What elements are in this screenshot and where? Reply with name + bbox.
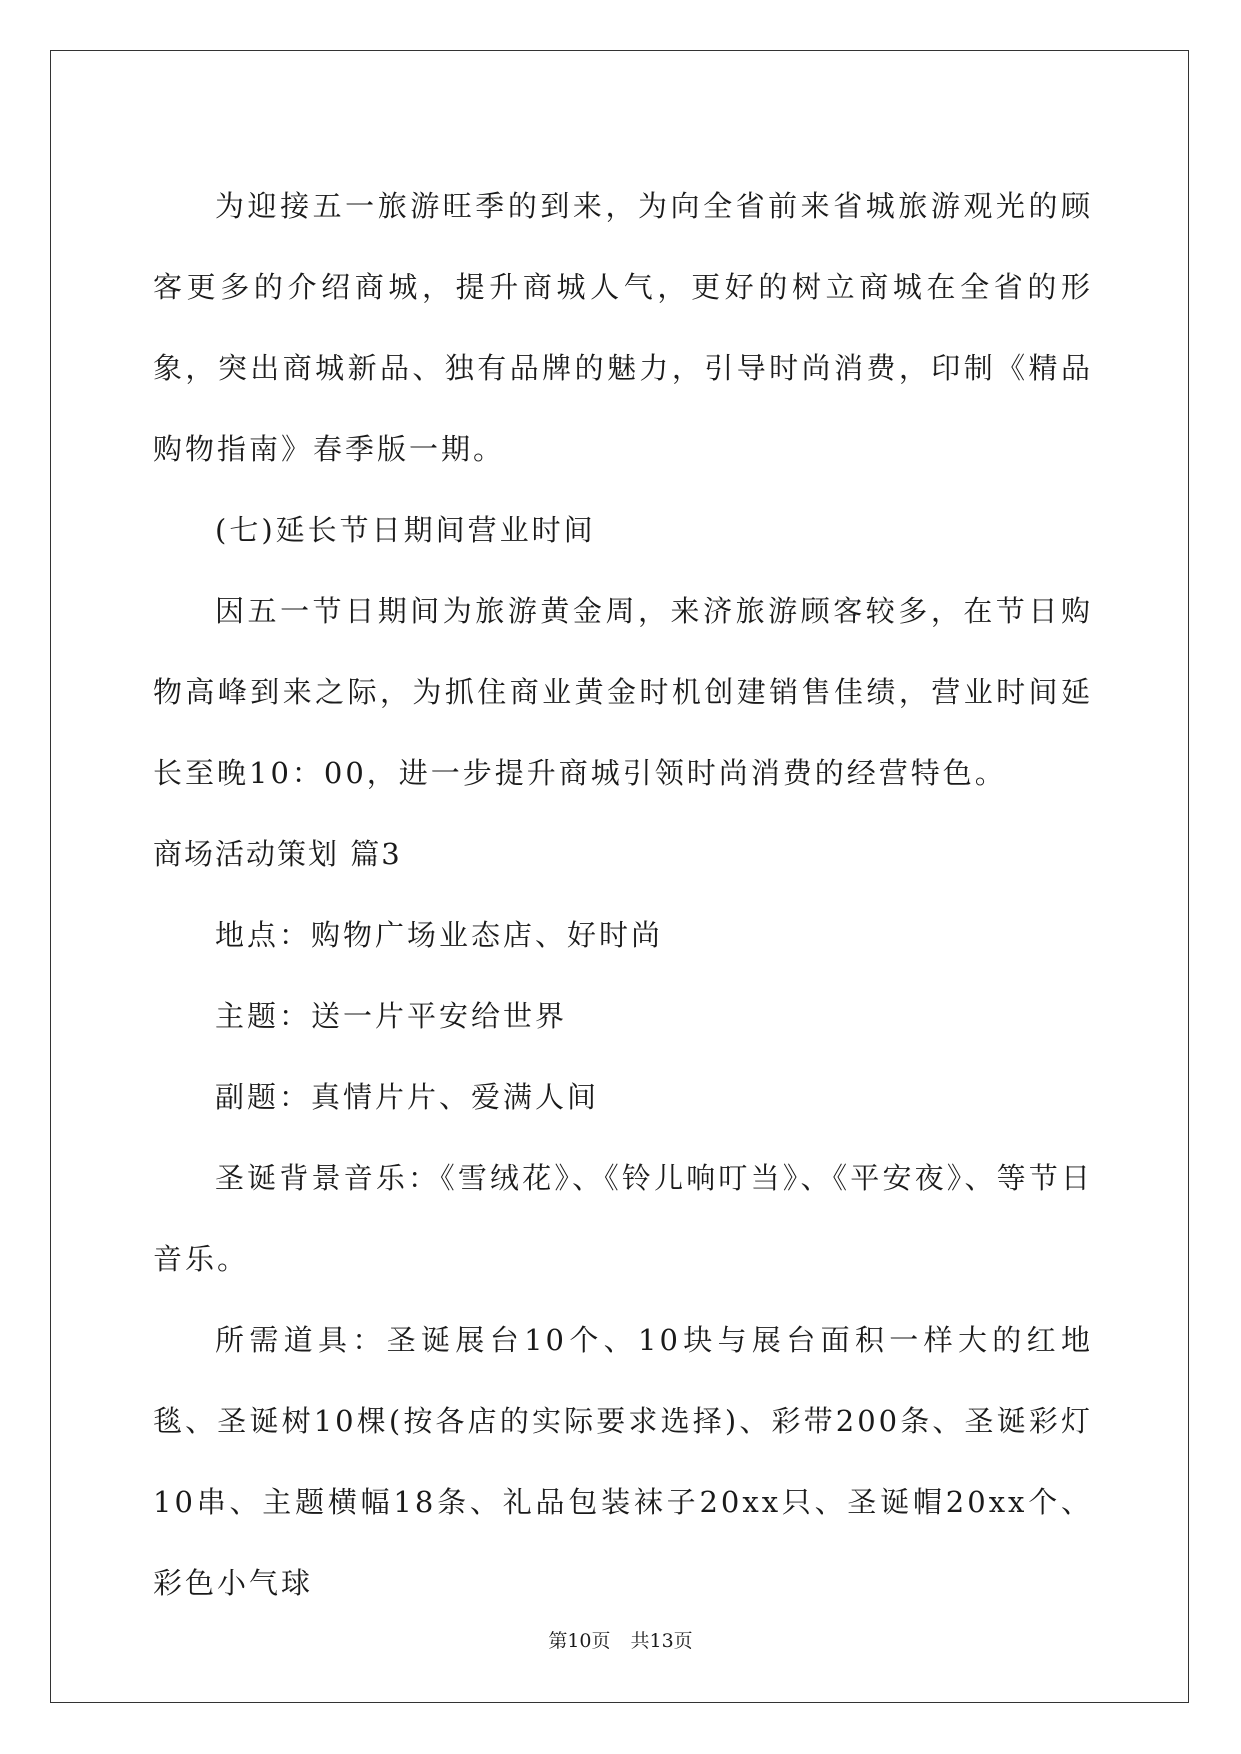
paragraph-extend-hours: 因五一节日期间为旅游黄金周，来济旅游顾客较多，在节日购物高峰到来之际，为抓住商业黄金时机创建销售佳绩，营业时间延长至晚10：00，进一步提升商城引领时尚消费的经营特色。 <box>153 594 1093 790</box>
paragraph-guide-intro: 为迎接五一旅游旺季的到来，为向全省前来省城旅游观光的顾客更多的介绍商城，提升商城人气，更好的树立商城在全省的形象，突出商城新品、独有品牌的魅力，引导时尚消费，印制《精品购物指南》春季版一期。 <box>153 189 1093 466</box>
section-heading-plan-3: 商场活动策划 篇3 <box>153 837 402 871</box>
paragraph-subtitle: 副题：真情片片、爱满人间 <box>215 1080 600 1114</box>
paragraph-props: 所需道具：圣诞展台10个、10块与展台面积一样大的红地毯、圣诞树10棵(按各店的实际要求选择)、彩带200条、圣诞彩灯10串、主题横幅18条、礼品包装袜子20xx只、圣诞帽20xx个、彩色小气球 <box>153 1323 1093 1600</box>
paragraph-theme: 主题：送一片平安给世界 <box>215 999 568 1033</box>
document-body <box>153 166 1093 1624</box>
page-footer <box>0 1629 1241 1653</box>
section-extend-hours-title: (七)延长节日期间营业时间 <box>215 513 596 547</box>
paragraph-background-music: 圣诞背景音乐：《雪绒花》、《铃儿响叮当》、《平安夜》、等节日音乐。 <box>153 1161 1093 1276</box>
page-number: 第10页 <box>548 1630 611 1652</box>
paragraph-location: 地点：购物广场业态店、好时尚 <box>215 918 664 952</box>
page-total: 共13页 <box>630 1630 693 1652</box>
